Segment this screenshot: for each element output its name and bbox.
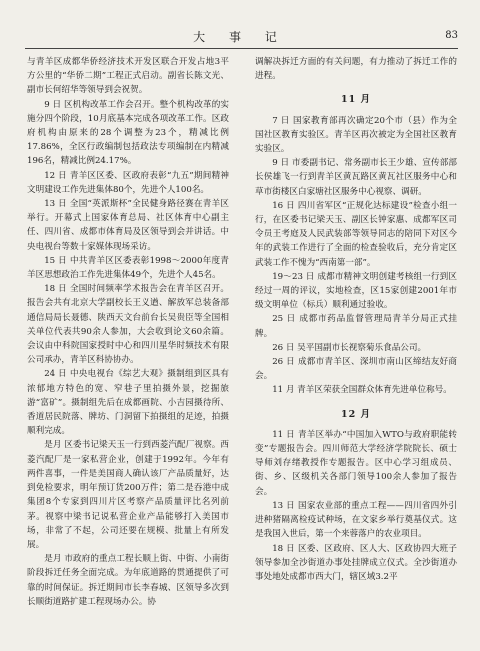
event-paragraph: 18 日 区委、区政府、区人大、区政协四大班子领导参加全沙街道办事处挂牌成立仪式。全沙街道办事处地处成都市西大门，辖区域3.2平 (255, 543, 457, 582)
event-paragraph: 与青羊区成都华侨经济技术开发区联合开发占地3平方公里的“华侨二期”工程正式启动。副省长陈文光、副市长何绍华等领导到会祝贺。 (27, 57, 229, 96)
event-paragraph: 15 日 中共青羊区区委表彰1998～2000年度青羊区思想政治工作先进集体49个，先进个人45名。 (27, 255, 229, 281)
page-number: 83 (445, 30, 458, 41)
event-paragraph: 7 日 国家教育部再次确定20个市（县）作为全国社区教育实验区。青羊区再次被定为全国社区教育实验区。 (255, 115, 457, 155)
event-paragraph: 19～23 日 成都市精神文明创建考核组一行到区经过一周的评议，实地检查，区15家创建2001年市级文明单位（标兵）顺利通过验收。 (255, 271, 457, 311)
header-rule (25, 48, 458, 49)
event-paragraph: 13 日 国家农业部的重点工程——四川省四外引进种猪隔离检疫试种场，在文家乡举行奠基仪式。这是我国入世后，第一个来蓉落户的农业项目。 (255, 500, 457, 540)
right-column-intro: 调解决拆迁方面的有关问题，有力推动了拆迁工作的进程。 (255, 57, 457, 82)
event-paragraph: 11 日 青羊区举办“中国加入WTO与政府职能转变”专题报告会。四川师范大学经济学院院长、硕士导师刘存绪教授作专题报告。区中心学习组成员、街、乡、区级机关各部门领导100余人参加了报告会。 (255, 429, 457, 497)
event-paragraph: 24 日 中央电视台《综艺大观》摄制组到区具有浓郁地方特色的宽、窄巷子里拍摄外景，挖掘旅游“富矿”。摄制组先后在成都画院、小吉园摄待所、香道居民院落、牌坊、门洞留下拍摄组的足迹，拍摄顺利完成。 (27, 369, 229, 437)
left-column (27, 55, 229, 609)
event-paragraph: 26 日 吴平国副市长视察菊乐食品公司。 (272, 342, 427, 353)
event-paragraph: 11 月 青羊区荣获全国群众体育先进单位称号。 (272, 385, 452, 396)
event-paragraph: 12 日 青羊区区委、区政府表彰“九五”期间精神文明建设工作先进集体80个，先进个人100名。 (27, 170, 229, 195)
event-paragraph: 9 日 区机构改革工作会召开。整个机构改革的实施分四个阶段，10月底基本完成各项改革工作。区政府机构由原来的28个调整为23个，精减比例17.86%，全区行政编制包括政法专项编制在内精减196名，精减比例24.17%。 (27, 99, 229, 167)
event-paragraph: 25 日 成都市药品监督管理局青羊分局正式挂牌。 (255, 314, 457, 339)
event-paragraph: 18 日 全国时间频率学术报告会在青羊区召开。报告会共有北京大学副校长王义遒、解放军总装备部通信局局长聂德、陕西天文台前台长吴贵臣等全国相关单位代表共90余人参加，大会收到论文60余篇。会议由中科院国家授时中心和四川星华时频技术有限公司承办，青羊区科协协办。 (27, 284, 229, 366)
event-paragraph: 16 日 四川省军区“正规化达标建设”检查小组一行，在区委书记梁天玉、副区长钟家惠、成都军区司令员王考庭及人民武装部等领导同志的陪同下对区今年的武装工作进行了全面的检查验收后，充分肯定区武装工作不愧为“西南第一部”。 (255, 200, 457, 268)
event-paragraph: 26 日 成都市青羊区、深圳市南山区缔结友好商会。 (255, 357, 457, 382)
event-paragraph: 9 日 市委副书记、常务副市长王少雄、宣传部部长侯雄飞一行到青羊区黄瓦路区黄瓦社区服务中心和草市街楼区白家塘社区服务中心视察、调研。 (255, 158, 457, 197)
event-paragraph: 13 日 全国“英派斯杯”全民健身路径赛在青羊区举行。开幕式上国家体育总局、社区体育中心副主任、四川省、成都市体育局及区领导到会并讲话。中央电视台等数十家媒体现场采访。 (27, 199, 229, 252)
month-heading: 11 月 (340, 94, 372, 106)
event-paragraph: 是月 区委书记梁天玉一行到西菱汽配厂视察。西菱汽配厂是一家私营企业，创建于1992年。今年有两件喜事，一件是美国商人确认该厂产品质量好，达到免检要求，明年预订货200万件；第二是吞港中成集团8个专家到四川片区考察产品质量评比名列前茅。视察中梁书记说私营企业产品能够打入美国市场，非常了不起，公司还要在规模、批量上有所发展。 (27, 440, 229, 550)
page-header-title: 大 事 记 (193, 30, 287, 44)
right-column (255, 55, 457, 584)
event-paragraph: 是月 市政府的重点工程长顺上街、中街、小南街阶段拆迁任务全面完成。为年底道路的贯通提供了可靠的时间保证。拆迁期间市长李春城、区领导多次到长顺街道路扩建工程现场办公。协 (27, 554, 229, 607)
month-heading: 12 月 (340, 408, 372, 420)
